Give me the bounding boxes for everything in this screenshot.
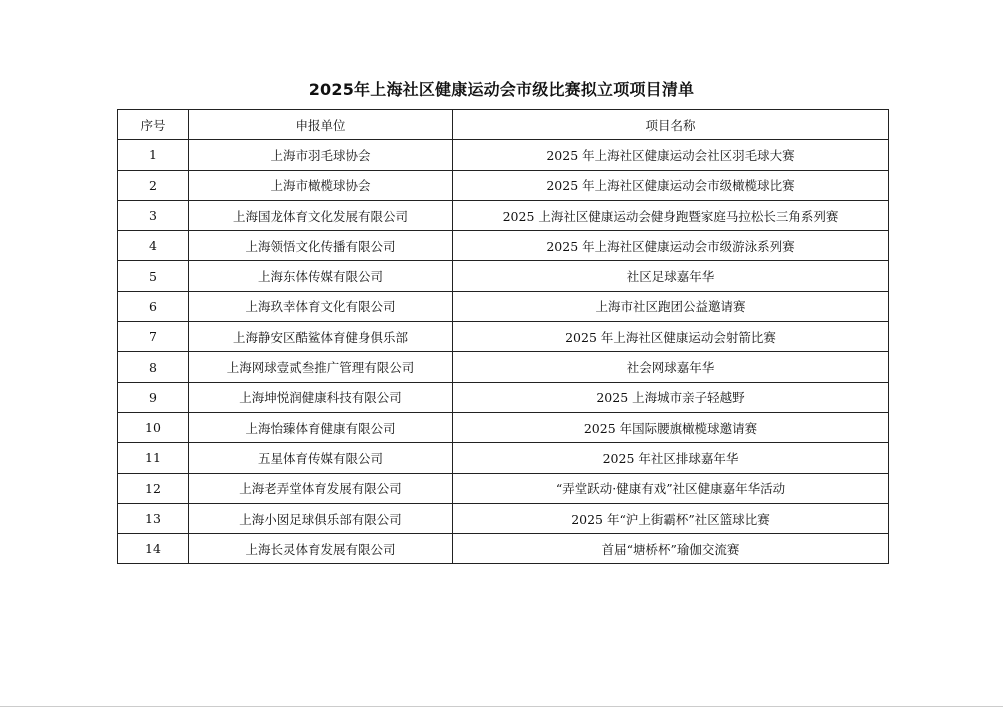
applicant-unit: 上海小囡足球俱乐部有限公司 <box>189 503 453 533</box>
applicant-unit: 上海老弄堂体育发展有限公司 <box>189 473 453 503</box>
project-list-table <box>117 109 889 564</box>
project-name: 2025 年上海社区健康运动会射箭比赛 <box>453 322 889 352</box>
table-row <box>118 231 889 261</box>
row-number: 7 <box>118 322 189 352</box>
table-row <box>118 443 889 473</box>
row-number: 11 <box>118 443 189 473</box>
project-name: “弄堂跃动·健康有戏”社区健康嘉年华活动 <box>453 473 889 503</box>
applicant-unit: 上海市橄榄球协会 <box>189 170 453 200</box>
row-number: 2 <box>118 170 189 200</box>
row-number: 6 <box>118 291 189 321</box>
applicant-unit: 上海国龙体育文化发展有限公司 <box>189 200 453 230</box>
project-name: 社区足球嘉年华 <box>453 261 889 291</box>
applicant-unit: 上海长灵体育发展有限公司 <box>189 534 453 564</box>
table-row <box>118 291 889 321</box>
table-row <box>118 170 889 200</box>
table-row <box>118 140 889 170</box>
row-number: 4 <box>118 231 189 261</box>
row-number: 8 <box>118 352 189 382</box>
project-name: 2025 年国际腰旗橄榄球邀请赛 <box>453 412 889 442</box>
row-number: 1 <box>118 140 189 170</box>
table-row <box>118 473 889 503</box>
project-name: 2025 年“沪上街霸杯”社区篮球比赛 <box>453 503 889 533</box>
project-name: 2025 上海社区健康运动会健身跑暨家庭马拉松长三角系列赛 <box>453 200 889 230</box>
applicant-unit: 上海网球壹贰叁推广管理有限公司 <box>189 352 453 382</box>
row-number: 9 <box>118 382 189 412</box>
column-header-no: 序号 <box>118 110 189 140</box>
table-row <box>118 322 889 352</box>
project-name: 2025 年上海社区健康运动会市级橄榄球比赛 <box>453 170 889 200</box>
applicant-unit: 上海玖幸体育文化有限公司 <box>189 291 453 321</box>
project-name: 社会网球嘉年华 <box>453 352 889 382</box>
table-row <box>118 503 889 533</box>
applicant-unit: 上海坤悦润健康科技有限公司 <box>189 382 453 412</box>
project-name: 2025 年上海社区健康运动会社区羽毛球大赛 <box>453 140 889 170</box>
table-row <box>118 200 889 230</box>
table-row <box>118 412 889 442</box>
applicant-unit: 上海静安区酷鲨体育健身俱乐部 <box>189 322 453 352</box>
project-name: 2025 年社区排球嘉年华 <box>453 443 889 473</box>
applicant-unit: 上海领悟文化传播有限公司 <box>189 231 453 261</box>
project-name: 2025 上海城市亲子轻越野 <box>453 382 889 412</box>
applicant-unit: 上海怡臻体育健康有限公司 <box>189 412 453 442</box>
column-header-project: 项目名称 <box>453 110 889 140</box>
table-row <box>118 261 889 291</box>
row-number: 3 <box>118 200 189 230</box>
row-number: 12 <box>118 473 189 503</box>
applicant-unit: 五星体育传媒有限公司 <box>189 443 453 473</box>
row-number: 10 <box>118 412 189 442</box>
applicant-unit: 上海东体传媒有限公司 <box>189 261 453 291</box>
column-header-unit: 申报单位 <box>189 110 453 140</box>
table-row <box>118 382 889 412</box>
row-number: 13 <box>118 503 189 533</box>
row-number: 14 <box>118 534 189 564</box>
project-name: 首届“塘桥杯”瑜伽交流赛 <box>453 534 889 564</box>
project-name: 上海市社区跑团公益邀请赛 <box>453 291 889 321</box>
table-row <box>118 534 889 564</box>
row-number: 5 <box>118 261 189 291</box>
page-title: 2025年上海社区健康运动会市级比赛拟立项项目清单 <box>308 80 695 99</box>
table-row <box>118 352 889 382</box>
applicant-unit: 上海市羽毛球协会 <box>189 140 453 170</box>
project-name: 2025 年上海社区健康运动会市级游泳系列赛 <box>453 231 889 261</box>
page-bottom-divider <box>0 706 1003 707</box>
table-header-row <box>118 110 889 140</box>
